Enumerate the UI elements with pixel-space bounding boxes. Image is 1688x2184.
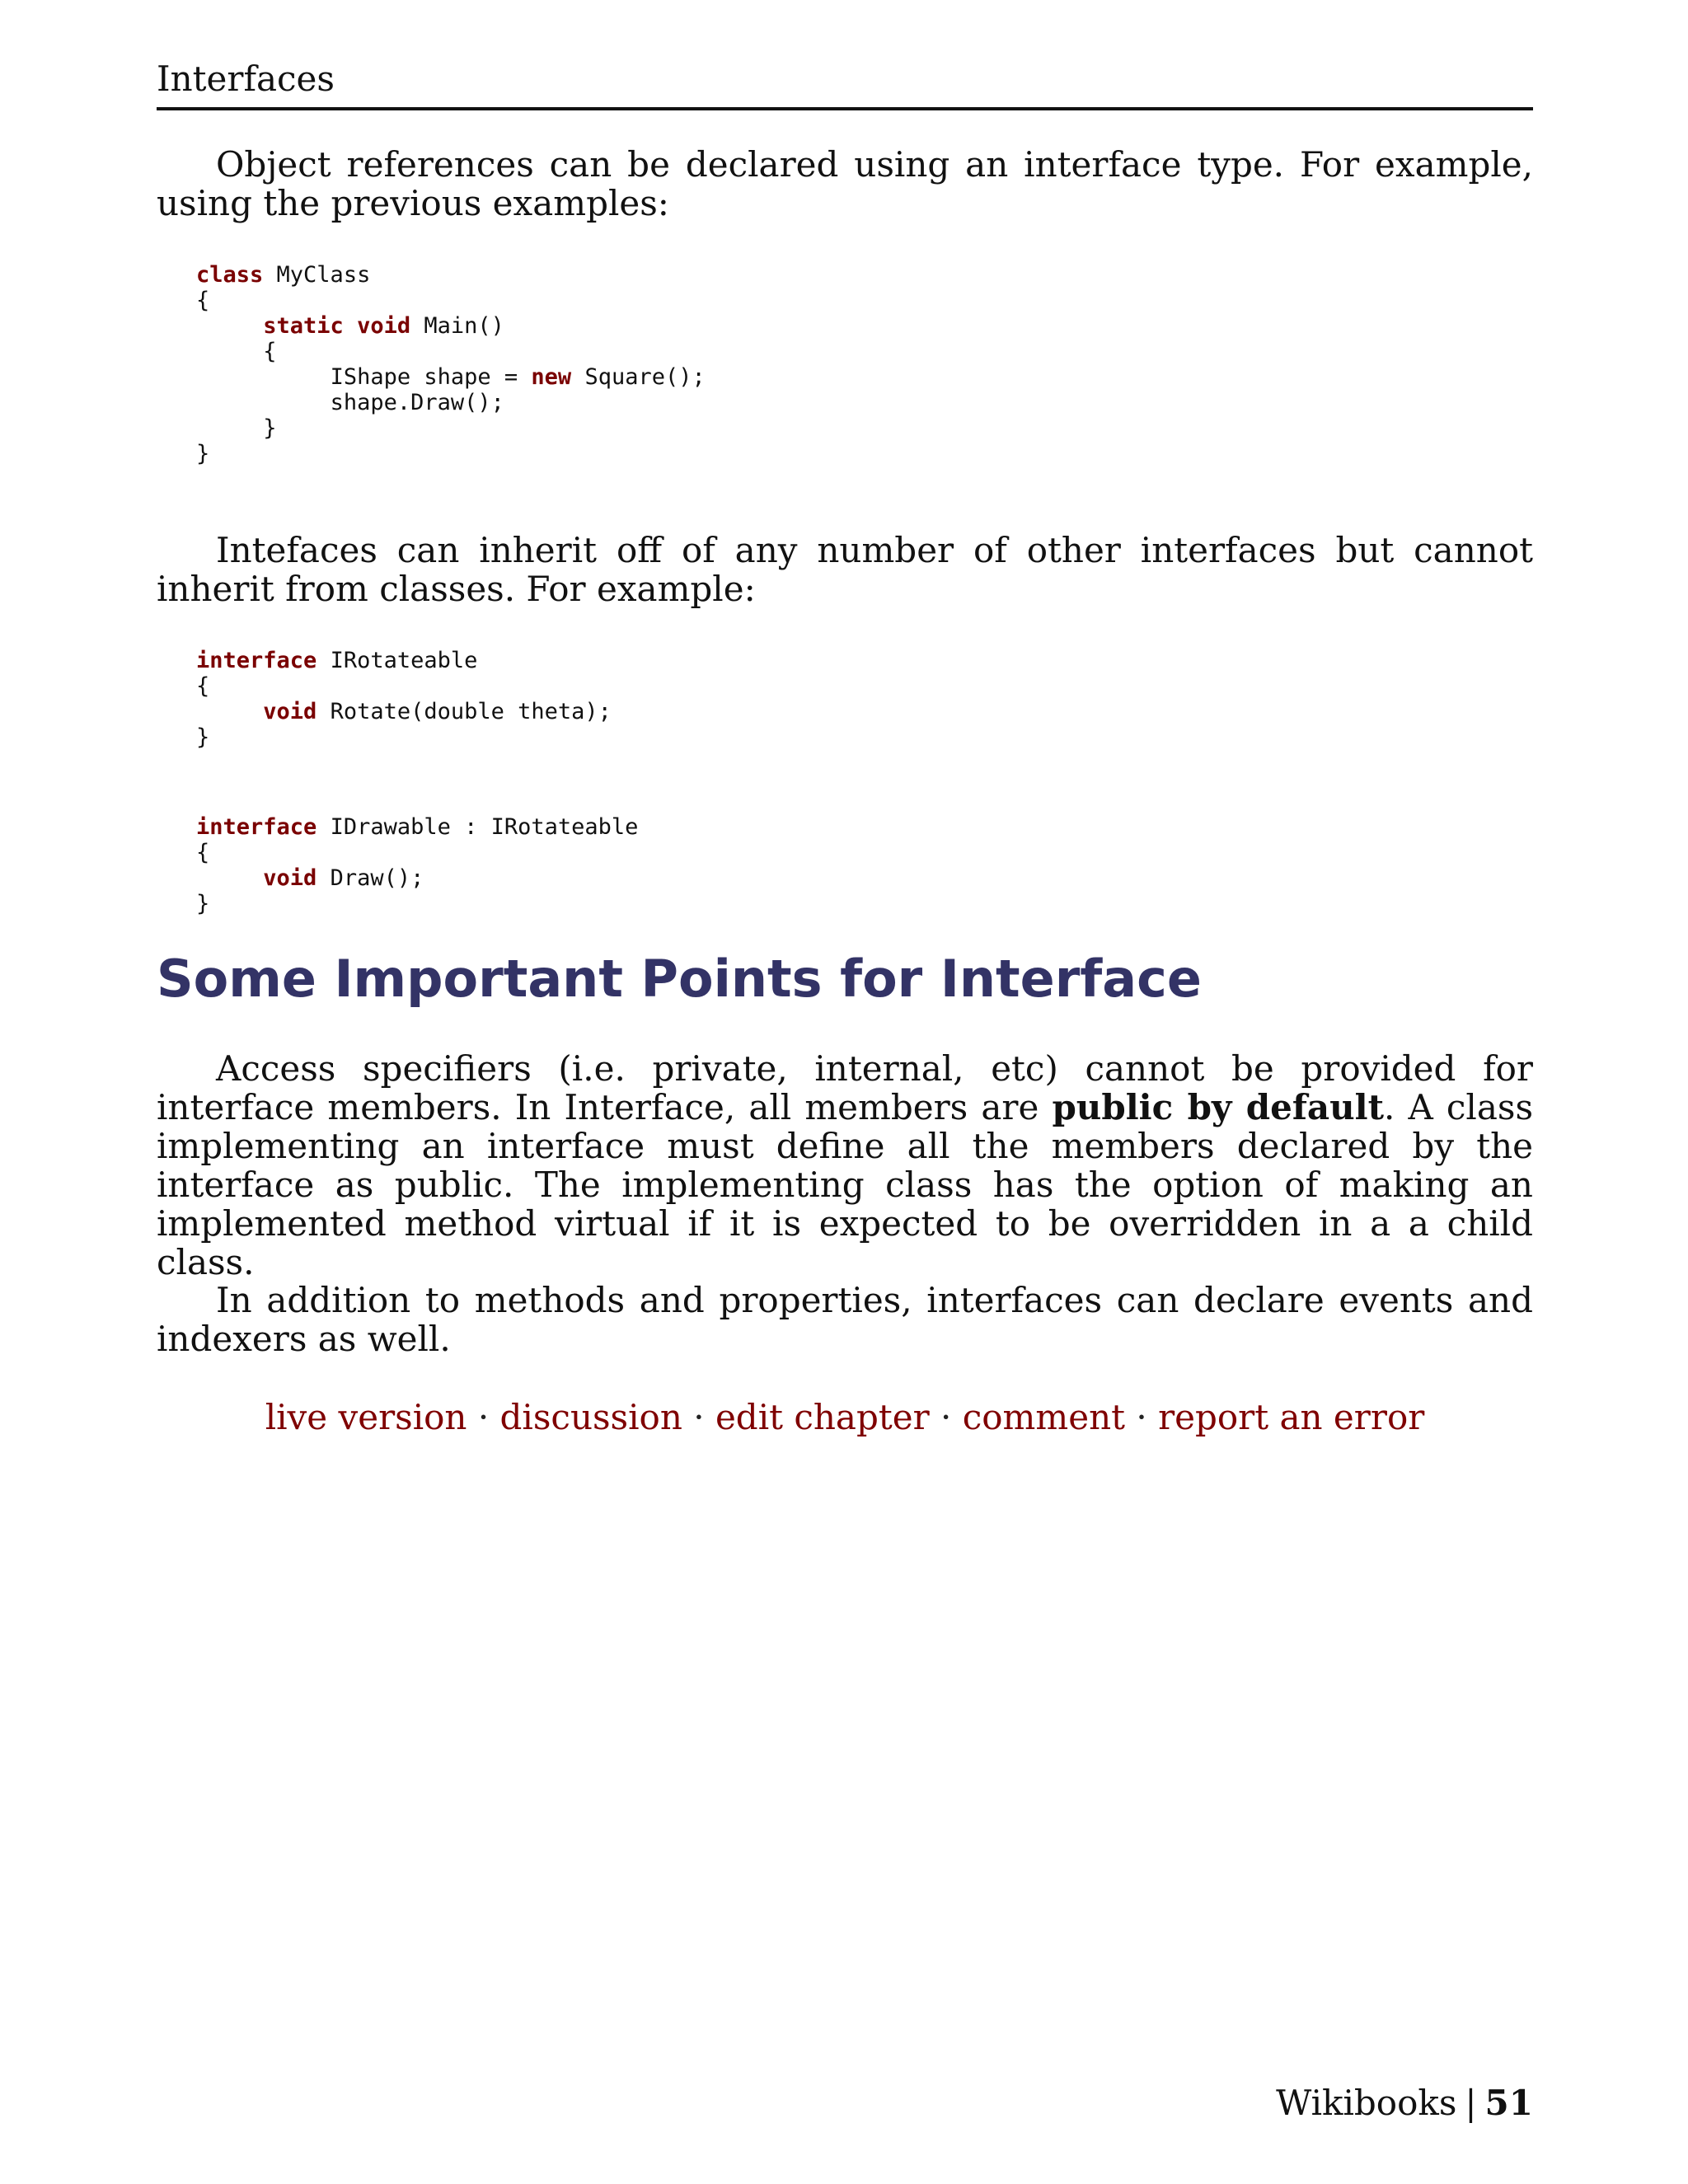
link-comment[interactable]: comment [962, 1397, 1125, 1437]
code-text: Main() [410, 313, 504, 339]
page-footer [1276, 2080, 1533, 2126]
link-separator: · [1136, 1397, 1147, 1437]
code-text: } [263, 415, 277, 441]
code-text: shape.Draw(); [330, 390, 504, 415]
code-keyword: void [357, 313, 411, 339]
emphasis-public-by-default: public by default [1052, 1087, 1384, 1127]
page-number: 51 [1484, 2083, 1533, 2123]
code-text: { [196, 673, 210, 699]
code-text: IRotateable [316, 648, 478, 673]
code-text: MyClass [263, 262, 371, 288]
code-keyword: static [263, 313, 344, 339]
code-text: { [263, 339, 277, 364]
chapter-links [157, 1396, 1533, 1439]
code-text: } [196, 724, 210, 750]
code-text: Rotate(double theta); [316, 699, 612, 724]
code-text: } [196, 441, 210, 466]
paragraph-text: . A class implementing an interface must define all the members declared by the interface as public. The implementing class has the option of making an implemented method virtual if it is expected to be overridden in a a child class. [157, 1087, 1534, 1282]
paragraph-object-references: Object references can be declared using an interface type. For example, using the previous examples: [157, 144, 1533, 223]
code-text: } [196, 891, 210, 916]
code-keyword: new [531, 364, 572, 390]
code-keyword: interface [196, 648, 317, 673]
paragraph-text: Access specifiers (i.e. private, internal, etc) cannot be provided for interface members. In Interface, all members are [157, 1048, 1533, 1127]
code-keyword: void [263, 865, 317, 891]
link-separator: · [693, 1397, 705, 1437]
link-separator: · [940, 1397, 952, 1437]
code-text: { [196, 840, 210, 865]
code-text: Draw(); [316, 865, 424, 891]
link-live-version[interactable]: live version [265, 1397, 467, 1437]
code-keyword: interface [196, 814, 317, 840]
code-block-irotateable [196, 648, 612, 750]
link-discussion[interactable]: discussion [499, 1397, 682, 1437]
code-block-myclass [196, 262, 706, 466]
paragraph-events-indexers: In addition to methods and properties, interfaces can declare events and indexers as well. [157, 1280, 1533, 1359]
link-separator: · [477, 1397, 490, 1437]
paragraph-access-specifiers [157, 1049, 1533, 1282]
code-keyword: void [263, 699, 317, 724]
code-block-idrawable [196, 814, 638, 916]
link-edit-chapter[interactable]: edit chapter [715, 1397, 930, 1437]
footer-source: Wikibooks [1276, 2083, 1457, 2123]
code-text: Square(); [571, 364, 706, 390]
footer-divider: | [1465, 2083, 1477, 2123]
code-text: { [196, 288, 210, 313]
paragraph-interface-inheritance: Intefaces can inherit off of any number of other interfaces but cannot inherit from classes. For example: [157, 530, 1533, 609]
section-heading: Some Important Points for Interface [157, 949, 1202, 1009]
code-text: IDrawable : IRotateable [316, 814, 639, 840]
code-keyword: class [196, 262, 264, 288]
code-text: IShape shape = [330, 364, 532, 390]
link-report-an-error[interactable]: report an error [1158, 1397, 1425, 1437]
running-header: Interfaces [157, 56, 1533, 110]
